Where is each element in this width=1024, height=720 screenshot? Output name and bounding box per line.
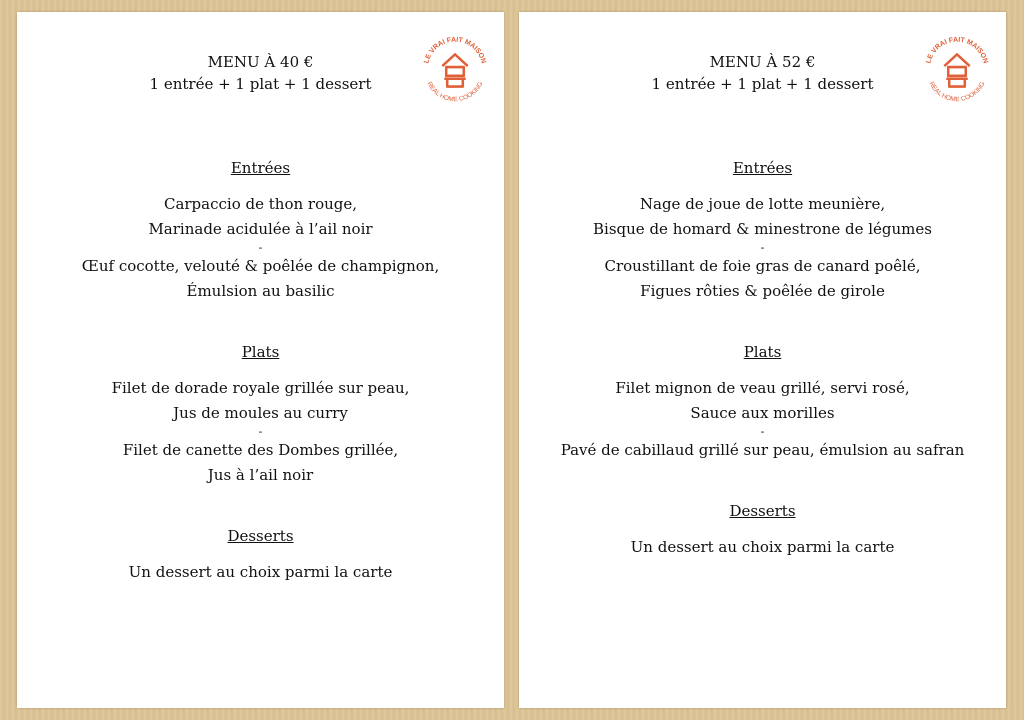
house-pot-icon bbox=[442, 54, 467, 86]
section-desserts bbox=[17, 526, 504, 585]
menu-page-40 bbox=[17, 12, 504, 708]
dish-line: Croustillant de foie gras de canard poêlé, bbox=[604, 257, 921, 275]
section-entrees bbox=[17, 158, 504, 304]
svg-text:REAL HOME COOKING bbox=[425, 81, 484, 103]
dish-separator: - bbox=[258, 241, 263, 254]
dish-line: Nage de joue de lotte meunière, bbox=[639, 195, 886, 213]
section-heading-entrees: Entrées bbox=[732, 159, 793, 177]
dish-line: Jus de moules au curry bbox=[173, 404, 348, 422]
menu-subtitle: 1 entrée + 1 plat + 1 dessert bbox=[149, 75, 372, 93]
dish-line: Sauce aux morilles bbox=[690, 404, 835, 422]
section-heading-desserts: Desserts bbox=[227, 527, 294, 545]
vrai-fait-maison-logo bbox=[416, 30, 494, 108]
dish-line: Filet mignon de veau grillé, servi rosé, bbox=[615, 379, 910, 397]
logo-top-text: LE VRAI FAIT MAISON bbox=[925, 36, 989, 65]
svg-text:LE VRAI FAIT MAISON bbox=[423, 37, 486, 65]
svg-text:REAL HOME COOKING bbox=[927, 81, 986, 103]
menu-content bbox=[17, 158, 504, 585]
section-heading-plats: Plats bbox=[743, 343, 782, 361]
dish-separator: - bbox=[760, 241, 765, 254]
logo-bottom-text: REAL HOME COOKING bbox=[927, 80, 987, 104]
logo-top-text: LE VRAI FAIT MAISON bbox=[423, 36, 487, 65]
menu-subtitle: 1 entrée + 1 plat + 1 dessert bbox=[651, 75, 874, 93]
dish-line: Filet de canette des Dombes grillée, bbox=[122, 441, 399, 459]
section-heading-desserts: Desserts bbox=[729, 502, 796, 520]
menu-page-52 bbox=[519, 12, 1006, 708]
dish-line: Bisque de homard & minestrone de légumes bbox=[593, 220, 932, 238]
dish-line: Jus à l’ail noir bbox=[207, 466, 314, 484]
dish-line: Pavé de cabillaud grillé sur peau, émulsion au safran bbox=[560, 441, 965, 459]
dish-line: Un dessert au choix parmi la carte bbox=[128, 563, 393, 581]
dish-separator: - bbox=[258, 425, 263, 438]
dish-separator: - bbox=[760, 425, 765, 438]
section-heading-entrees: Entrées bbox=[230, 159, 291, 177]
menu-title: MENU À 52 € bbox=[709, 53, 816, 71]
vrai-fait-maison-logo bbox=[918, 30, 996, 108]
menu-content bbox=[519, 158, 1006, 560]
dish-line: Un dessert au choix parmi la carte bbox=[630, 538, 895, 556]
section-plats bbox=[519, 342, 1006, 463]
dish-line: Émulsion au basilic bbox=[186, 282, 335, 300]
dish-line: Figues rôties & poêlée de girole bbox=[640, 282, 885, 300]
menu-title: MENU À 40 € bbox=[207, 53, 314, 71]
section-plats bbox=[17, 342, 504, 488]
section-desserts bbox=[519, 501, 1006, 560]
house-pot-icon bbox=[944, 54, 969, 86]
dish-line: Œuf cocotte, velouté & poêlée de champignon, bbox=[81, 257, 440, 275]
logo-bottom-text: REAL HOME COOKING bbox=[425, 80, 485, 104]
dish-line: Marinade acidulée à l’ail noir bbox=[148, 220, 373, 238]
svg-text:LE VRAI FAIT MAISON bbox=[925, 37, 988, 65]
dish-line: Filet de dorade royale grillée sur peau, bbox=[111, 379, 410, 397]
dish-line: Carpaccio de thon rouge, bbox=[163, 195, 358, 213]
section-heading-plats: Plats bbox=[241, 343, 280, 361]
section-entrees bbox=[519, 158, 1006, 304]
